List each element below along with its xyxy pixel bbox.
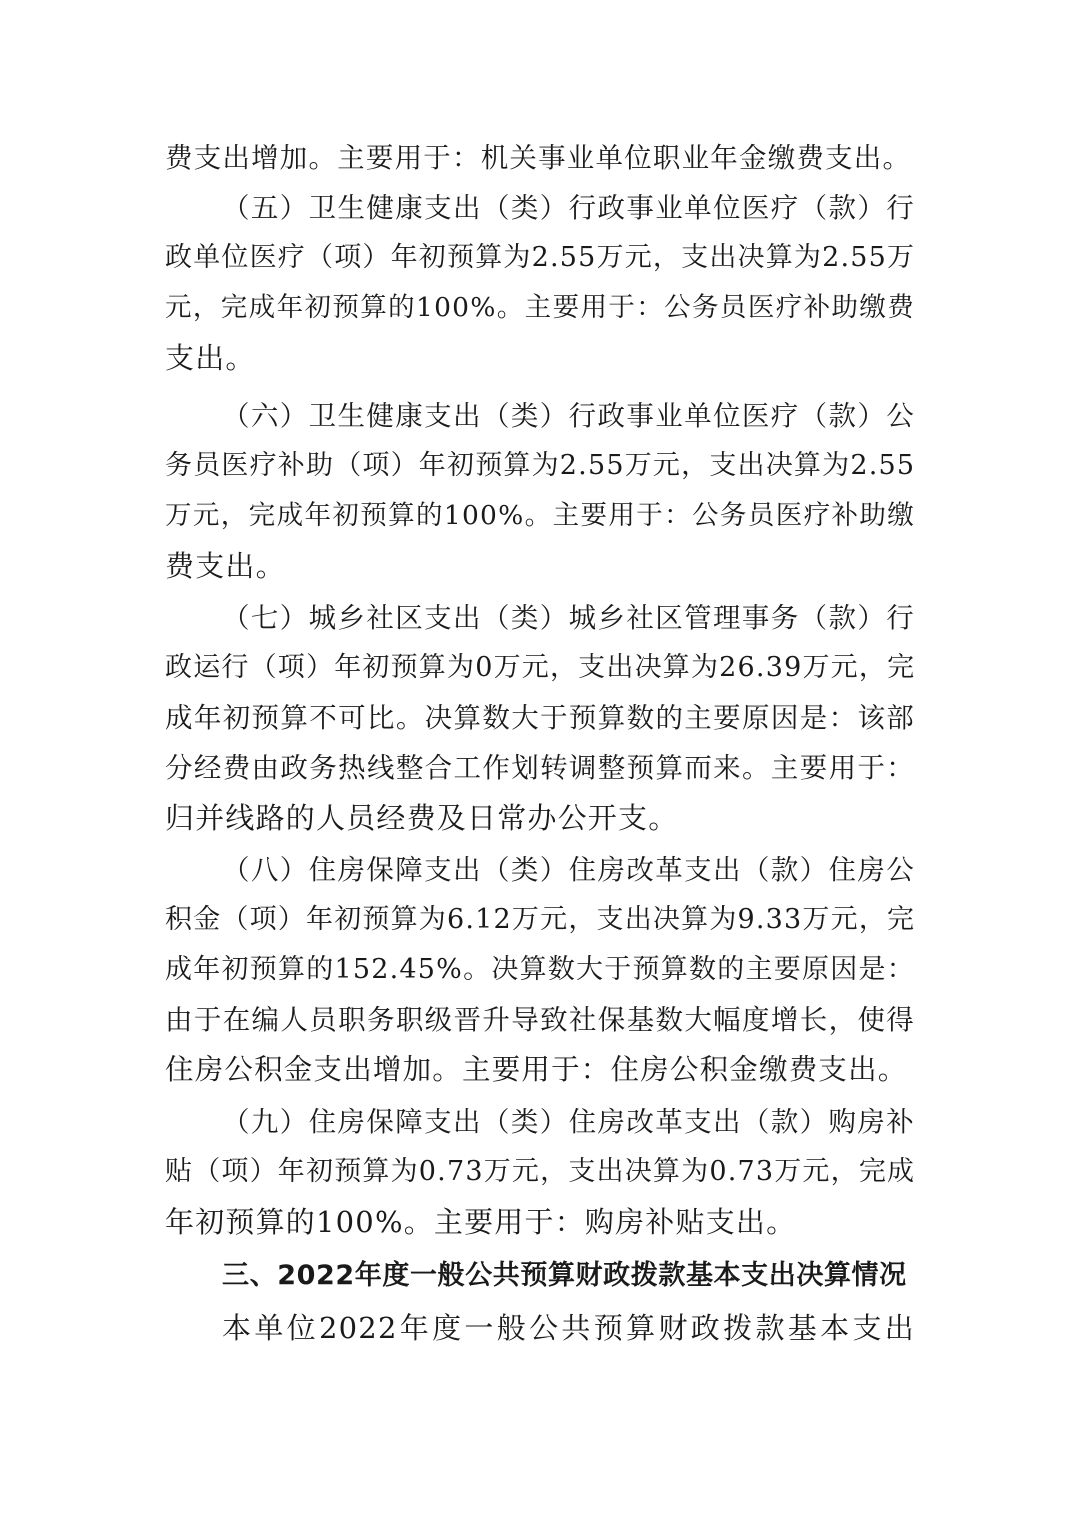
paragraph-line: 成年初预算的152.45%。决算数大于预算数的主要原因是： bbox=[165, 954, 915, 985]
paragraph-line: （九）住房保障支出（类）住房改革支出（款）购房补 bbox=[222, 1106, 915, 1138]
section-heading: 三、2022年度一般公共预算财政拨款基本支出决算情况 bbox=[222, 1260, 907, 1291]
paragraph-line: 贴（项）年初预算为0.73万元，支出决算为0.73万元，完成 bbox=[165, 1156, 915, 1187]
paragraph-line: （八）住房保障支出（类）住房改革支出（款）住房公 bbox=[222, 854, 915, 886]
paragraph-line: 费支出增加。主要用于：机关事业单位职业年金缴费支出。 bbox=[165, 142, 912, 174]
paragraph-line: 由于在编人员职务职级晋升导致社保基数大幅度增长，使得 bbox=[165, 1004, 915, 1036]
paragraph-line: （七）城乡社区支出（类）城乡社区管理事务（款）行 bbox=[222, 602, 915, 634]
paragraph-line: （六）卫生健康支出（类）行政事业单位医疗（款）公 bbox=[222, 400, 915, 432]
paragraph-line: 归并线路的人员经费及日常办公开支。 bbox=[165, 801, 679, 835]
paragraph-line: 年初预算的100%。主要用于：购房补贴支出。 bbox=[165, 1205, 797, 1239]
paragraph-line: 住房公积金支出增加。主要用于：住房公积金缴费支出。 bbox=[165, 1053, 908, 1086]
paragraph-line: 政单位医疗（项）年初预算为2.55万元，支出决算为2.55万 bbox=[165, 242, 915, 273]
paragraph-line: 万元，完成年初预算的100%。主要用于：公务员医疗补助缴 bbox=[165, 500, 915, 531]
paragraph-line: 分经费由政务热线整合工作划转调整预算而来。主要用于： bbox=[165, 752, 915, 784]
paragraph-line: 支出。 bbox=[165, 341, 256, 375]
paragraph-line: 务员医疗补助（项）年初预算为2.55万元，支出决算为2.55 bbox=[165, 450, 915, 481]
paragraph-line: 元，完成年初预算的100%。主要用于：公务员医疗补助缴费 bbox=[165, 292, 915, 323]
paragraph-line: 政运行（项）年初预算为0万元，支出决算为26.39万元，完 bbox=[165, 652, 915, 683]
paragraph-line: 成年初预算不可比。决算数大于预算数的主要原因是：该部 bbox=[165, 702, 915, 734]
paragraph-line: 费支出。 bbox=[165, 549, 286, 583]
paragraph-line: 本单位2022年度一般公共预算财政拨款基本支出 bbox=[222, 1311, 915, 1345]
paragraph-line: 积金（项）年初预算为6.12万元，支出决算为9.33万元，完 bbox=[165, 904, 915, 935]
paragraph-line: （五）卫生健康支出（类）行政事业单位医疗（款）行 bbox=[222, 192, 915, 224]
